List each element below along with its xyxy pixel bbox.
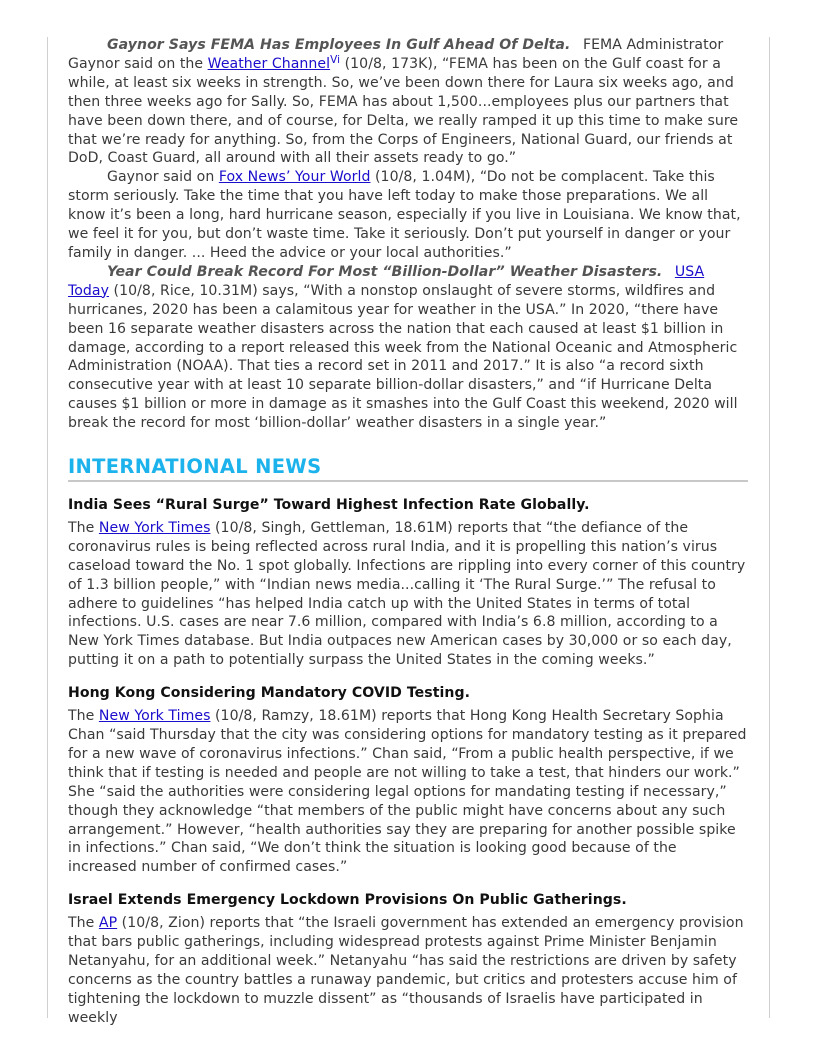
story-title: India Sees “Rural Surge” Toward Highest Infection Rate Globally.	[68, 497, 590, 514]
story-prefix: The	[68, 915, 99, 932]
document-content	[68, 36, 748, 1028]
story-gaynor-fox	[68, 168, 748, 263]
story-lead: Year Could Break Record For Most “Billion-Dollar” Weather Disasters.	[107, 263, 663, 280]
story-body: (10/8, Zion) reports that “the Israeli government has extended an emergency provision that bars public gatherings, including widespread protests against Prime Minister Benjamin Netanyahu, for an additional week.” Netanyahu “has said the restrictions are driven by safety concerns as the country battles a runaway pandemic, but critics and protesters accuse him of tightening the lockdown to muzzle dissent” as “thousands of Israelis have participated in weekly	[68, 915, 744, 1026]
story-india-rural-surge	[68, 519, 748, 670]
story-body: (10/8, Ramzy, 18.61M) reports that Hong Kong Health Secretary Sophia Chan “said Thursday that the city was considering options for mandatory testing as it prepared for a new wave of coronavirus infections.” Chan said, “From a public health perspective, if we think that if testing is needed and people are not willing to take a test, that hinders our work.” She “said the authorities were considering legal options for mandating testing if necessary,” though they acknowledge “that members of the public might have concerns about any such arrangement.” However, “health authorities say they are preparing for another possible spike in infections.” Chan said, “We don’t think the situation is looking good because of the increased number of confirmed cases.”	[68, 708, 747, 876]
section-heading-international-news: INTERNATIONAL NEWS	[68, 455, 748, 482]
story-israel-lockdown	[68, 914, 748, 1027]
story-lead: Gaynor Says FEMA Has Employees In Gulf Ahead Of Delta.	[107, 37, 571, 53]
weather-channel-link[interactable]: Weather Channel	[207, 55, 331, 72]
usa-today-link[interactable]: USA Today	[68, 263, 705, 299]
nyt-link[interactable]: New York Times	[98, 519, 211, 536]
story-body: (10/8, 173K), “FEMA has been on the Gulf coast for a while, at least six weeks in strength. So, we’ve been down there for Laura six weeks ago, and then three weeks ago for Sally. So, FEMA has about 1,500...employees plus our partners that have been down there, and of course, for Delta, we really ramped it up this time to make sure that we’re ready for anything. So, from the Corps of Engineers, National Guard, our friends at DoD, Coast Guard, all around with all their assets ready to go.”	[68, 55, 739, 167]
story-text: FEMA Administrator Gaynor said on the	[68, 37, 724, 72]
story-prefix: The	[68, 519, 99, 536]
fox-news-link[interactable]: Fox News’ Your World	[218, 169, 371, 186]
story-body: (10/8, Singh, Gettleman, 18.61M) reports that “the defiance of the coronavirus rules is being reflected across rural India, and it is propelling this nation’s virus caseload toward the No. 1 spot globally. Infections are rippling into every corner of this country of 1.3 billion people,” with “Indian news media...calling it ‘The Rural Surge.’” The refusal to adhere to guidelines “has helped India catch up with the United States in terms of total infections. U.S. cases are near 7.6 million, compared with India’s 6.8 million, according to a New York Times database. But India outpaces new American cases by 30,000 or so each day, putting it on a path to potentially surpass the United States in the coming weeks.”	[68, 519, 746, 669]
story-body: (10/8, Rice, 10.31M) says, “With a nonstop onslaught of severe storms, wildfires and hurricanes, 2020 has been a calamitous year for weather in the USA.” In 2020, “there have been 16 separate weather disasters across the nation that each caused at least $1 billion in damage, according to a report released this week from the National Oceanic and Atmospheric Administration (NOAA). That ties a record set in 2011 and 2017.” It is also “a record sixth consecutive year with at least 10 separate billion-dollar disasters,” and “if Hurricane Delta causes $1 billion or more in damage as it smashes into the Gulf Coast this weekend, 2020 will break the record for most ‘billion-dollar’ weather disasters in a single year.”	[68, 282, 738, 432]
story-title: Israel Extends Emergency Lockdown Provisions On Public Gatherings.	[68, 892, 627, 909]
story-fema-gulf	[68, 36, 748, 168]
ap-link[interactable]: AP	[98, 915, 118, 932]
story-title: Hong Kong Considering Mandatory COVID Testing.	[68, 685, 470, 702]
video-marker[interactable]: Vi	[330, 53, 341, 66]
nyt-link[interactable]: New York Times	[98, 708, 211, 725]
story-billion-dollar-disasters	[68, 263, 748, 433]
story-prefix: The	[68, 708, 99, 725]
story-body: (10/8, 1.04M), “Do not be complacent. Take this storm seriously. Take the time that you have left today to make those preparations. We all know it’s been a long, hard hurricane season, especially if you live in Louisiana. We know that, we feel it for you, but don’t waste time. Take it seriously. Don’t put yourself in danger or your family in danger. ... Heed the advice or your local authorities.”	[68, 169, 741, 261]
story-prefix: Gaynor said on	[107, 169, 219, 186]
story-hong-kong-testing	[68, 707, 748, 877]
